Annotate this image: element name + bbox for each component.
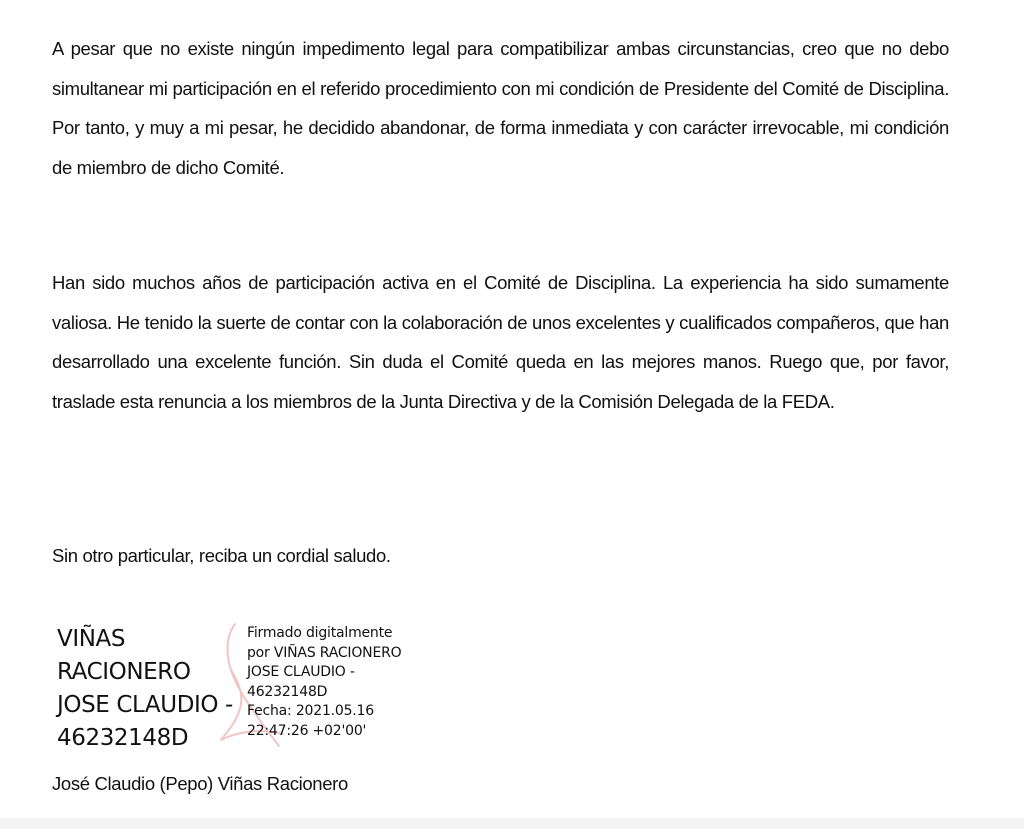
signature-details	[247, 624, 401, 741]
page-bottom-edge	[0, 818, 1024, 829]
signature-name-line: JOSE CLAUDIO -	[57, 692, 233, 718]
signature-detail-line: JOSE CLAUDIO -	[247, 664, 355, 680]
paragraph-resignation-reason: A pesar que no existe ningún impedimento legal para compatibilizar ambas circunstancias, creo que no debo simultanear mi participación en el referido procedimiento con mi condición de Presidente del Comité de Disciplina. Por tanto, y muy a mi pesar, he decidido abandonar, de forma inmediata y con carácter irrevocable, mi condición de miembro de dicho Comité.	[52, 38, 949, 178]
signature-detail-line: Firmado digitalmente	[247, 625, 393, 641]
signature-name-line: 46232148D	[57, 725, 189, 751]
signature-name-line: VIÑAS	[57, 626, 126, 652]
digital-signature[interactable]	[57, 620, 437, 760]
signature-time-line: 22:47:26 +02'00'	[247, 722, 367, 739]
signature-name-line: RACIONERO	[57, 659, 191, 685]
signature-detail-line: 46232148D	[247, 683, 328, 700]
paragraph-acknowledgement: Han sido muchos años de participación activa en el Comité de Disciplina. La experiencia ha sido sumamente valiosa. He tenido la suerte de contar con la colaboración de unos excelentes y cualificados compañeros, que han desarrollado una excelente función. Sin duda el Comité queda en las mejores manos. Ruego que, por favor, traslade esta renuncia a los miembros de la Junta Directiva y de la Comisión Delegada de la FEDA.	[52, 272, 949, 412]
paragraph-closing: Sin otro particular, reciba un cordial saludo.	[52, 545, 391, 566]
signature-name	[57, 623, 233, 755]
signature-date-line: Fecha: 2021.05.16	[247, 703, 374, 719]
signature-detail-line: por VIÑAS RACIONERO	[247, 644, 402, 661]
signer-name: José Claudio (Pepo) Viñas Racionero	[52, 773, 348, 794]
